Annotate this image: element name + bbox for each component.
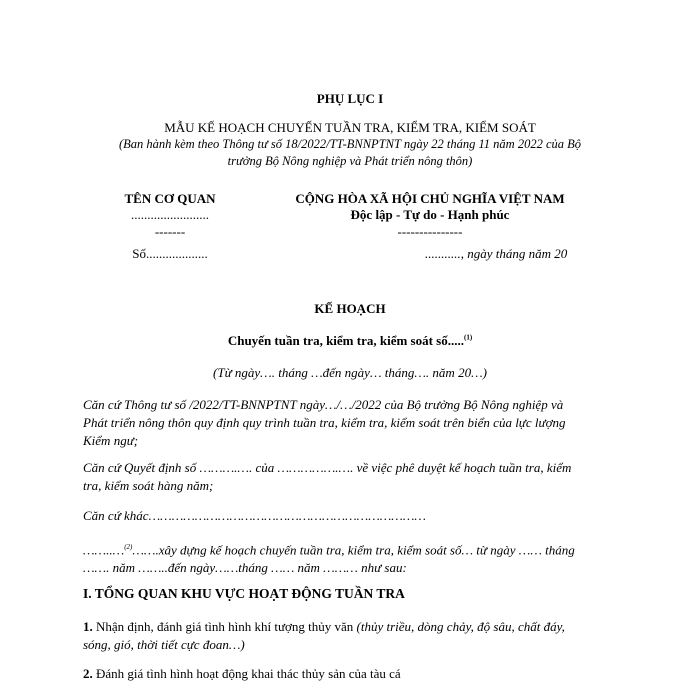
basis-circular-line-1: Căn cứ Thông tư số /2022/TT-BNNPTNT ngày…/…/2022 của Bộ trưởng Bộ Nông nghiệp và (83, 397, 564, 412)
basis-decision-line-1: Căn cứ Quyết định số ……….…. của …………….…. về việc phê duyệt kế hoạch tuần tra, kiểm (83, 460, 572, 475)
footnote-2-marker: (2) (124, 543, 133, 551)
document-number: Số................... (132, 246, 208, 261)
form-title: MẪU KẾ HOẠCH CHUYẾN TUẦN TRA, KIỂM TRA, KIỂM SOÁT (164, 120, 536, 135)
basis-other: Căn cứ khác……………………………………………………………… (83, 508, 426, 523)
item-2-text: Đánh giá tình hình hoạt động khai thác thủy sản của tàu cá (92, 666, 401, 681)
action-statement-line-1 (83, 538, 613, 559)
item-1-text: Nhận định, đánh giá tình hình khí tượng thủy văn (92, 619, 357, 634)
item-1 (83, 618, 565, 654)
action-statement (83, 538, 613, 577)
basis-circular-line-3: Kiểm ngư; (83, 433, 139, 448)
republic-title: CỘNG HÒA XÃ HỘI CHỦ NGHĨA VIỆT NAM (295, 191, 565, 206)
item-1-number: 1. (83, 619, 93, 634)
item-2-number: 2. (83, 666, 93, 681)
basis-circular (83, 396, 613, 450)
item-2 (83, 666, 401, 682)
agency-dots: ........................ (131, 207, 209, 222)
national-motto: Độc lập - Tự do - Hạnh phúc (350, 207, 510, 222)
plan-subject-text: Chuyến tuần tra, kiểm tra, kiểm soát số..... (227, 333, 464, 348)
plan-period: (Từ ngày…. tháng …đến ngày… tháng…. năm 20…) (213, 365, 487, 380)
plan-title: KẾ HOẠCH (314, 301, 386, 316)
section-1-heading: I. TỔNG QUAN KHU VỰC HOẠT ĐỘNG TUẦN TRA (83, 586, 405, 601)
item-1-line-1 (83, 618, 565, 636)
appendix-title: PHỤ LỤC I (316, 91, 384, 106)
basis-circular-line-2: Phát triển nông thôn quy định quy trình tuần tra, kiểm tra, kiểm soát trên biển của lực lượng (83, 415, 566, 430)
agency-name-label: TÊN CƠ QUAN (124, 191, 216, 206)
footnote-1-marker: (1) (464, 333, 473, 342)
agency-divider: ------- (154, 224, 186, 239)
item-1-line-2: sóng, gió, thời tiết cực đoan…) (83, 637, 245, 652)
basis-decision (83, 459, 613, 495)
date-line: ..........., ngày tháng năm 20 (425, 246, 568, 261)
issued-by-line-2: trưởng Bộ Nông nghiệp và Phát triển nông thôn) (227, 154, 473, 168)
item-1-detail: (thủy triều, dòng chảy, độ sâu, chất đáy, (356, 619, 565, 634)
action-statement-line-2: ……. năm ……..đến ngày……tháng …… năm ……… như sau: (83, 560, 407, 576)
issued-by-line-1: (Ban hành kèm theo Thông tư số 18/2022/TT-BNNPTNT ngày 22 tháng 11 năm 2022 của Bộ (118, 137, 582, 151)
action-text: …….xây dựng kế hoạch chuyến tuần tra, kiểm tra, kiểm soát số… từ ngày …… tháng (132, 542, 575, 558)
action-prefix: ……..… (83, 542, 125, 558)
motto-divider: --------------- (397, 224, 463, 239)
plan-subject (80, 333, 620, 349)
basis-decision-line-2: tra, kiểm soát hàng năm; (83, 478, 214, 493)
